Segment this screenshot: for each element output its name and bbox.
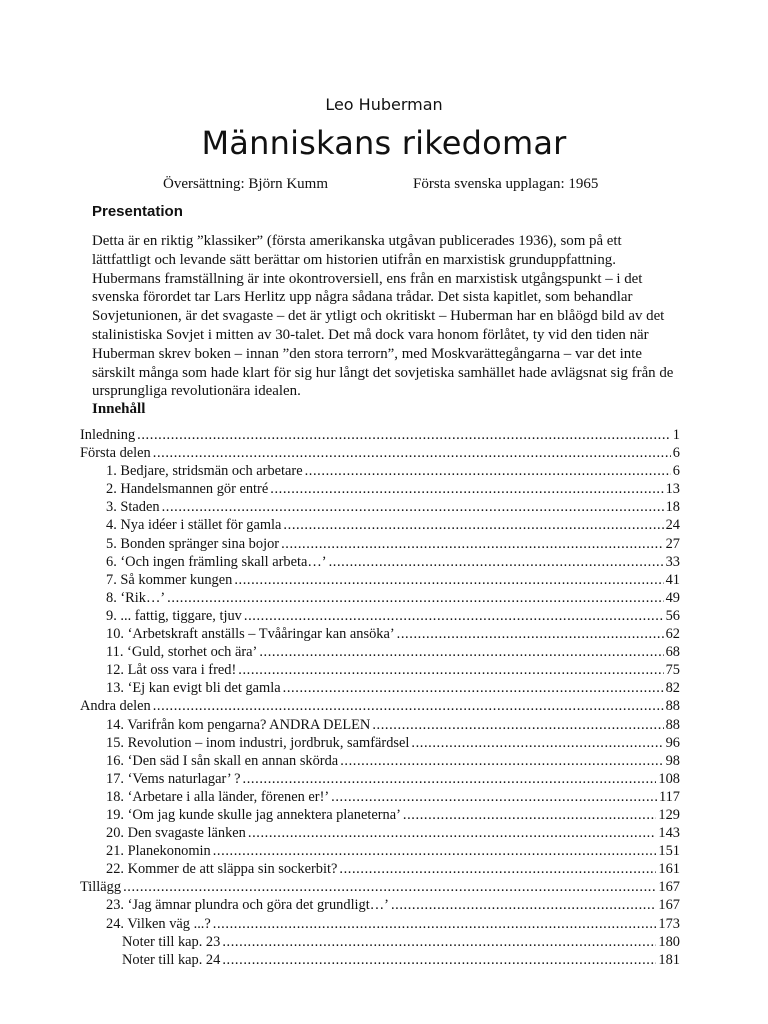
toc-entry-page: 129: [658, 806, 680, 823]
toc-entry-title: 16. ‘Den säd I sån skall en annan skörda: [106, 752, 339, 769]
toc-dot-leader: [403, 806, 657, 824]
toc-entry-page: 167: [658, 879, 680, 896]
toc-entry-page: 27: [665, 535, 680, 552]
toc-dot-leader: [283, 516, 663, 534]
toc-entry-page: 6: [672, 463, 680, 480]
toc-entry-page: 108: [658, 770, 680, 787]
toc-entry-title: 11. ‘Guld, storhet och ära’: [106, 644, 258, 661]
toc-entry-page: 98: [665, 752, 680, 769]
toc-entry[interactable]: [80, 788, 680, 806]
presentation-text: Detta är en riktig ”klassiker” (första amerikanska utgåvan publicerades 1936), som på ett lättfattligt och levande sätt berättar om historien utifrån en marxistisk grunduppfattning. Hubermans framställning är inte okontroversiell, ens från en marxistisk utgångspunkt – i det svenska förordet tar Lars Herlitz upp några sådana trådar. Det sista kapitlet, som behandlar Sovjetunionen, är det svagaste – det är ytligt och okritiskt – Huberman har en blåögd bild av det stalinistiska Sovjet i mitten av 30-talet. Det må dock vara honom förlåtet, ty vid den tiden när Huberman skrev boken – innan ”den stora terrorn”, med Moskvarättegångarna – var det inte särskilt många som hade klart för sig hur långt det sovjetiska samhället hade avlägsnat sig från de ursprungliga revolutionära idealen.: [92, 233, 674, 400]
toc-entry-page: 6: [672, 445, 680, 462]
toc-dot-leader: [137, 426, 671, 444]
presentation-heading: Presentation: [92, 203, 183, 220]
toc-entry-page: 143: [658, 825, 680, 842]
toc-entry[interactable]: [80, 679, 680, 697]
toc-entry-title: 10. ‘Arbetskraft anställs – Tvååringar kan ansöka’: [106, 626, 395, 643]
toc-entry[interactable]: [80, 842, 680, 860]
toc-entry-title: 17. ‘Vems naturlagar’ ?: [106, 770, 241, 787]
toc-entry-page: 13: [665, 481, 680, 498]
toc-entry[interactable]: [80, 752, 680, 770]
toc-dot-leader: [123, 878, 656, 896]
toc-entry-page: 33: [665, 553, 680, 570]
toc-entry[interactable]: [80, 878, 680, 896]
toc-entry-page: 167: [658, 897, 680, 914]
toc-entry-title: 18. ‘Arbetare i alla länder, förenen er!’: [106, 788, 330, 805]
toc-entry[interactable]: [80, 589, 680, 607]
toc-entry-page: 41: [665, 571, 680, 588]
toc-entry-title: 4. Nya idéer i stället för gamla: [106, 517, 282, 534]
translator-credit: Översättning: Björn Kumm: [163, 176, 328, 192]
toc-entry[interactable]: [80, 444, 680, 462]
toc-dot-leader: [238, 661, 663, 679]
table-of-contents: [80, 426, 680, 969]
toc-entry[interactable]: [80, 462, 680, 480]
toc-dot-leader: [281, 535, 664, 553]
toc-heading: Innehåll: [92, 401, 146, 417]
toc-entry-title: Inledning: [80, 427, 136, 443]
toc-entry[interactable]: [80, 860, 680, 878]
author-name: Leo Huberman: [325, 95, 443, 114]
toc-entry[interactable]: [80, 716, 680, 734]
toc-dot-leader: [243, 770, 657, 788]
toc-entry-title: 21. Planekonomin: [106, 843, 211, 860]
toc-entry[interactable]: [80, 933, 680, 951]
toc-dot-leader: [329, 553, 664, 571]
toc-dot-leader: [331, 788, 657, 806]
toc-dot-leader: [305, 462, 671, 480]
toc-dot-leader: [391, 896, 656, 914]
toc-entry-page: 68: [665, 644, 680, 661]
toc-entry-title: 9. ... fattig, tiggare, tjuv: [106, 607, 242, 624]
toc-entry[interactable]: [80, 498, 680, 516]
toc-dot-leader: [244, 607, 664, 625]
toc-dot-leader: [167, 589, 663, 607]
toc-dot-leader: [213, 915, 657, 933]
toc-dot-leader: [339, 860, 656, 878]
toc-entry[interactable]: [80, 643, 680, 661]
toc-entry-page: 88: [665, 698, 680, 715]
toc-entry-page: 56: [665, 607, 680, 624]
toc-entry[interactable]: [80, 824, 680, 842]
toc-dot-leader: [234, 571, 663, 589]
toc-dot-leader: [153, 697, 664, 715]
toc-entry-page: 18: [665, 499, 680, 516]
toc-entry[interactable]: [80, 535, 680, 553]
toc-entry[interactable]: [80, 951, 680, 969]
toc-entry-title: Tillägg: [80, 879, 122, 896]
toc-entry-page: 49: [665, 589, 680, 606]
toc-entry-title: 12. Låt oss vara i fred!: [106, 662, 237, 679]
toc-entry-title: Andra delen: [80, 698, 151, 715]
toc-entry-page: 75: [665, 662, 680, 679]
toc-dot-leader: [372, 716, 663, 734]
toc-entry[interactable]: [80, 661, 680, 679]
toc-dot-leader: [222, 951, 656, 969]
toc-entry[interactable]: [80, 571, 680, 589]
toc-entry-page: 88: [665, 716, 680, 733]
toc-dot-leader: [162, 498, 664, 516]
toc-dot-leader: [213, 842, 657, 860]
toc-dot-leader: [340, 752, 663, 770]
toc-entry-title: 5. Bonden spränger sina bojor: [106, 535, 280, 552]
toc-entry-title: 19. ‘Om jag kunde skulle jag annektera planeterna’: [106, 806, 401, 823]
toc-entry[interactable]: [80, 625, 680, 643]
toc-entry-title: 15. Revolution – inom industri, jordbruk, samfärdsel: [106, 734, 410, 751]
book-title: Människans rikedomar: [201, 124, 567, 162]
toc-dot-leader: [397, 625, 664, 643]
toc-entry-title: Första delen: [80, 445, 151, 462]
toc-entry-title: 22. Kommer de att släppa sin sockerbit?: [106, 861, 338, 878]
toc-entry-page: 173: [658, 915, 680, 932]
toc-entry-title: 3. Staden: [106, 499, 160, 516]
toc-entry[interactable]: [80, 697, 680, 715]
toc-dot-leader: [222, 933, 656, 951]
toc-entry[interactable]: [80, 426, 680, 444]
toc-entry[interactable]: [80, 480, 680, 498]
toc-entry-title: 1. Bedjare, stridsmän och arbetare: [106, 463, 303, 480]
toc-dot-leader: [248, 824, 657, 842]
toc-entry-title: 8. ‘Rik…’: [106, 589, 166, 606]
toc-entry-title: 24. Vilken väg ...?: [106, 915, 211, 932]
toc-entry[interactable]: [80, 553, 680, 571]
toc-entry-page: 24: [665, 517, 680, 534]
toc-entry[interactable]: [80, 516, 680, 534]
toc-entry[interactable]: [80, 734, 680, 752]
toc-entry-title: Noter till kap. 23: [122, 933, 221, 950]
toc-entry-page: 1: [672, 427, 680, 443]
toc-entry-page: 161: [658, 861, 680, 878]
toc-entry-page: 96: [665, 734, 680, 751]
toc-dot-leader: [259, 643, 663, 661]
toc-dot-leader: [270, 480, 663, 498]
toc-entry-page: 151: [658, 843, 680, 860]
toc-dot-leader: [283, 679, 664, 697]
toc-entry-page: 62: [665, 626, 680, 643]
toc-entry-page: 82: [665, 680, 680, 697]
toc-entry-title: 23. ‘Jag ämnar plundra och göra det grundligt…’: [106, 897, 389, 914]
toc-entry-page: 180: [658, 933, 680, 950]
edition-info: Första svenska upplagan: 1965: [413, 176, 599, 192]
toc-dot-leader: [153, 444, 671, 462]
toc-entry-title: 6. ‘Och ingen främling skall arbeta…’: [106, 553, 327, 570]
toc-entry-page: 181: [658, 951, 680, 968]
toc-entry-title: 14. Varifrån kom pengarna? ANDRA DELEN: [106, 716, 371, 733]
toc-entry-title: 13. ‘Ej kan evigt bli det gamla: [106, 680, 281, 697]
toc-entry[interactable]: [80, 896, 680, 914]
toc-entry-page: 117: [658, 788, 680, 805]
toc-entry-title: 20. Den svagaste länken: [106, 825, 246, 842]
toc-entry-title: Noter till kap. 24: [122, 951, 221, 968]
toc-entry[interactable]: [80, 770, 680, 788]
toc-entry-title: 2. Handelsmannen gör entré: [106, 481, 269, 498]
toc-entry-title: 7. Så kommer kungen: [106, 571, 233, 588]
toc-entry[interactable]: [80, 915, 680, 933]
toc-entry[interactable]: [80, 607, 680, 625]
toc-entry[interactable]: [80, 806, 680, 824]
toc-dot-leader: [411, 734, 663, 752]
